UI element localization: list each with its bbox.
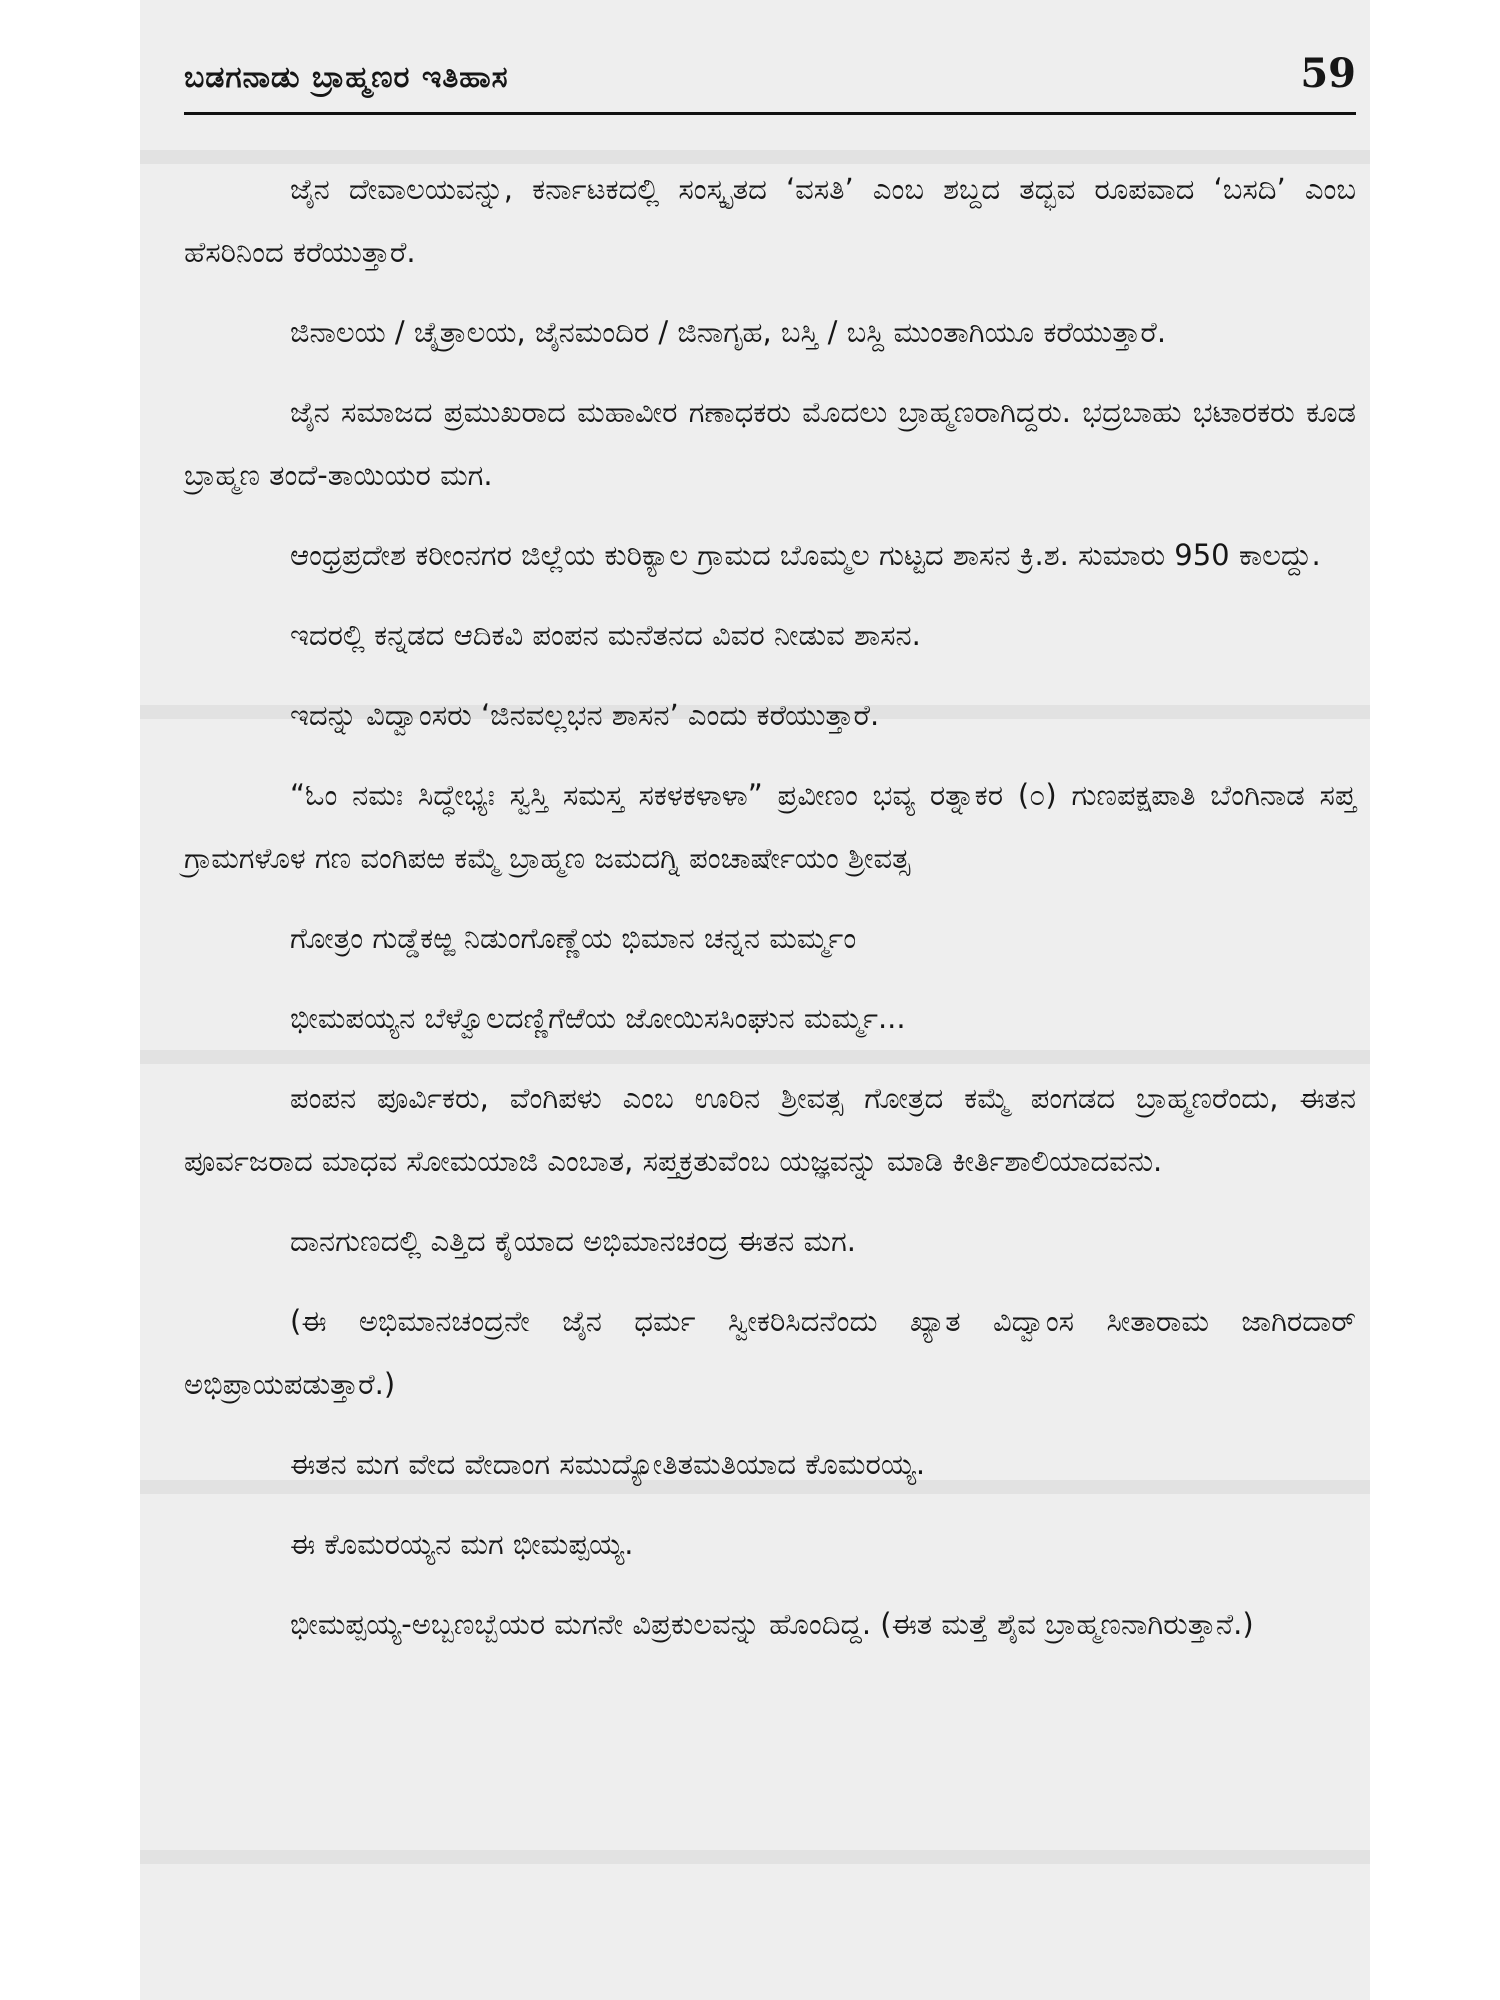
paragraph: ಜಿನಾಲಯ / ಚೈತ್ರಾಲಯ, ಜೈನಮಂದಿರ / ಜಿನಾಗೃಹ, ಬಸ್ತಿ / ಬಸ್ದಿ ಮುಂತಾಗಿಯೂ ಕರೆಯುತ್ತಾರೆ. [290, 315, 1167, 349]
inscription-text: “ಓಂ ನಮಃ ಸಿದ್ಧೇಭ್ಯಃ ಸ್ವಸ್ತಿ ಸಮಸ್ತ ಸಕಳಕಳಾಳಾ” ಪ್ರವೀಣಂ ಭವ್ಯ ರತ್ನಾಕರ (೦) ಗುಣಪಕ್ಷಪಾತಿ ಬೆಂಗಿನಾಡ ಸಪ್ತ ಗ್ರಾಮಗಳೊಳ ಗಣ ವಂಗಿಪಱ ಕಮ್ಮೆ ಬ್ರಾಹ್ಮಣ ಜಮದಗ್ನಿ ಪಂಚಾರ್ಷೇಯಂ ಶ್ರೀವತ್ಸ [184, 778, 1356, 875]
paragraph: ಈತನ ಮಗ ವೇದ ವೇದಾಂಗ ಸಮುದ್ಯೋತಿತಮತಿಯಾದ ಕೊಮರಯ್ಯ. [290, 1447, 926, 1481]
paragraph: ಜೈನ ಸಮಾಜದ ಪ್ರಮುಖರಾದ ಮಹಾವೀರ ಗಣಾಧಕರು ಮೊದಲು ಬ್ರಾಹ್ಮಣರಾಗಿದ್ದರು. ಭದ್ರಬಾಹು ಭಟಾರಕರು ಕೂಡ ಬ್ರಾಹ್ಮಣ ತಂದೆ-ತಾಯಿಯರ ಮಗ. [184, 395, 1356, 492]
paragraph: ಆಂಧ್ರಪ್ರದೇಶ ಕರೀಂನಗರ ಜಿಲ್ಲೆಯ ಕುರಿಕ್ಯಾಲ ಗ್ರಾಮದ ಬೊಮ್ಮಲ ಗುಟ್ಟದ ಶಾಸನ ಕ್ರಿ.ಶ. ಸುಮಾರು 950 ಕಾಲದ್ದು. [290, 538, 1321, 572]
paragraph: ಇದನ್ನು ವಿದ್ವಾಂಸರು ‘ಜಿನವಲ್ಲಭನ ಶಾಸನ’ ಎಂದು ಕರೆಯುತ್ತಾರೆ. [290, 698, 880, 732]
paragraph: (ಈ ಅಭಿಮಾನಚಂದ್ರನೇ ಜೈನ ಧರ್ಮ ಸ್ವೀಕರಿಸಿದನೆಂದು ಖ್ಯಾತ ವಿದ್ವಾಂಸ ಸೀತಾರಾಮ ಜಾಗಿರದಾರ್ ಅಭಿಪ್ರಾಯಪಡುತ್ತಾರೆ.) [184, 1304, 1356, 1401]
body-text [184, 158, 1356, 1673]
paragraph: ಈ ಕೊಮರಯ್ಯನ ಮಗ ಭೀಮಪ್ಪಯ್ಯ. [290, 1527, 634, 1561]
page-header [184, 46, 1356, 115]
paragraph: ದಾನಗುಣದಲ್ಲಿ ಎತ್ತಿದ ಕೈಯಾದ ಅಭಿಮಾನಚಂದ್ರ ಈತನ ಮಗ. [290, 1224, 856, 1258]
paragraph: ಜೈನ ದೇವಾಲಯವನ್ನು, ಕರ್ನಾಟಕದಲ್ಲಿ ಸಂಸ್ಕೃತದ ‘ವಸತಿ’ ಎಂಬ ಶಬ್ದದ ತದ್ಭವ ರೂಪವಾದ ‘ಬಸದಿ’ ಎಂಬ ಹೆಸರಿನಿಂದ ಕರೆಯುತ್ತಾರೆ. [184, 172, 1356, 269]
running-title: ಬಡಗನಾಡು ಬ್ರಾಹ್ಮಣರ ಇತಿಹಾಸ [184, 60, 509, 95]
page-number: 59 [1300, 50, 1356, 97]
paragraph: ಭೀಮಪ್ಪಯ್ಯ-ಅಬ್ಬಣಬ್ಬೆಯರ ಮಗನೇ ವಿಪ್ರಕುಲವನ್ನು ಹೊಂದಿದ್ದ. (ಈತ ಮತ್ತೆ ಶೈವ ಬ್ರಾಹ್ಮಣನಾಗಿರುತ್ತಾನೆ.) [290, 1607, 1254, 1641]
inscription-text: ಭೀಮಪಯ್ಯನ ಬೆಳ್ವೊಲದಣ್ಣಿಗೆಱೆಯ ಜೋಯಿಸಸಿಂಘುನ ಮರ್ಮ್ಮ... [290, 1001, 906, 1035]
show-through-line [140, 1850, 1370, 1864]
paragraph: ಇದರಲ್ಲಿ ಕನ್ನಡದ ಆದಿಕವಿ ಪಂಪನ ಮನೆತನದ ವಿವರ ನೀಡುವ ಶಾಸನ. [290, 618, 921, 652]
inscription-text: ಗೋತ್ರಂ ಗುಡ್ಡೆಕಱ್ಱ ನಿಡುಂಗೊಣ್ಣೆಯ ಭಿಮಾನ ಚನ್ನನ ಮರ್ಮ್ಮಂ [290, 921, 857, 955]
book-page [140, 0, 1370, 2000]
paragraph: ಪಂಪನ ಪೂರ್ವಿಕರು, ವೆಂಗಿಪಳು ಎಂಬ ಊರಿನ ಶ್ರೀವತ್ಸ ಗೋತ್ರದ ಕಮ್ಮೆ ಪಂಗಡದ ಬ್ರಾಹ್ಮಣರೆಂದು, ಈತನ ಪೂರ್ವಜರಾದ ಮಾಧವ ಸೋಮಯಾಜಿ ಎಂಬಾತ, ಸಪ್ತಕ್ರತುವೆಂಬ ಯಜ್ಞವನ್ನು ಮಾಡಿ ಕೀರ್ತಿಶಾಲಿಯಾದವನು. [184, 1081, 1356, 1178]
